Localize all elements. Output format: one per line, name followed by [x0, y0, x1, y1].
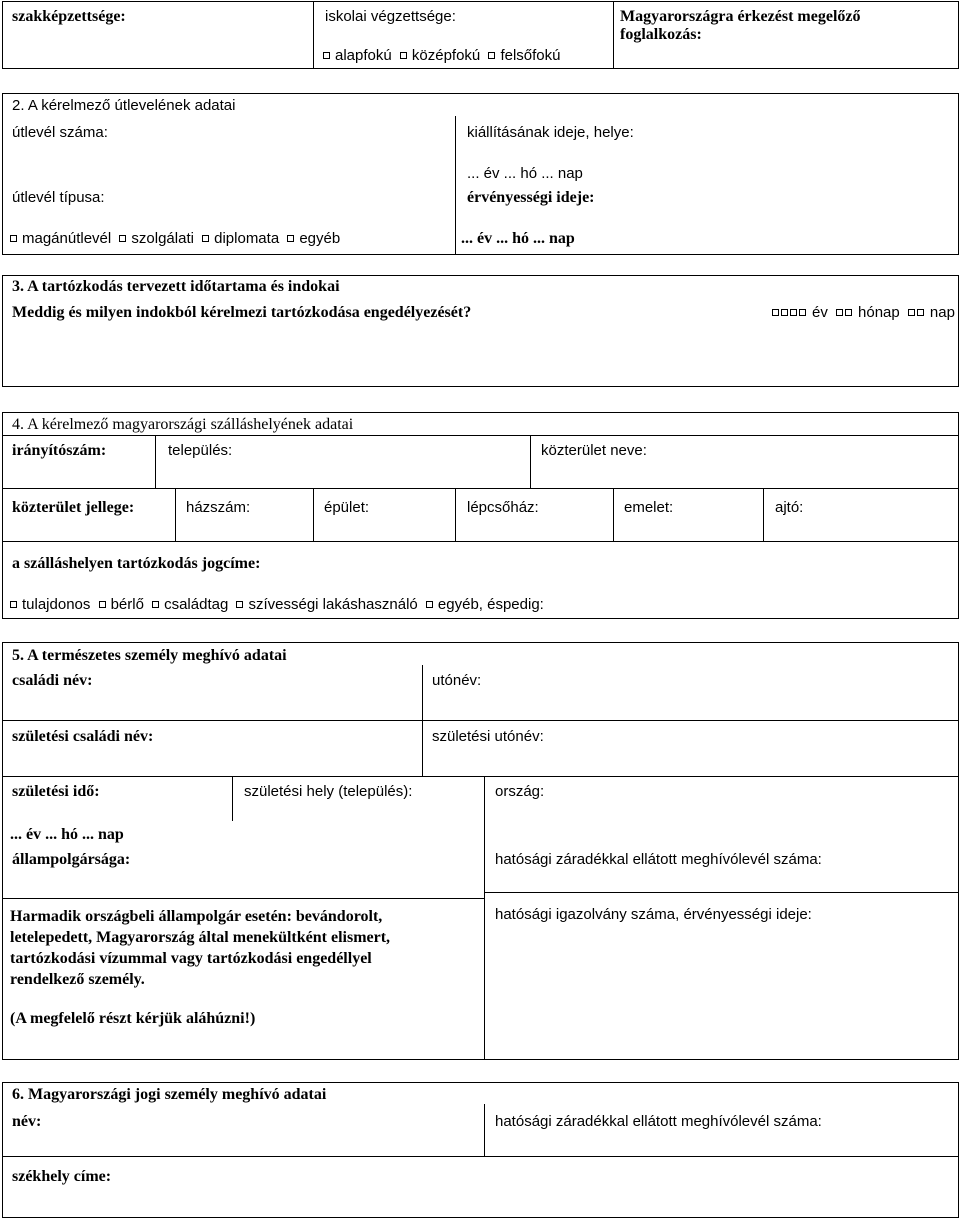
checkbox-egyeb[interactable]	[287, 235, 294, 242]
divider	[2, 1156, 959, 1157]
divider	[455, 116, 456, 255]
section-6-title: 6. Magyarországi jogi személy meghívó adatai	[12, 1086, 327, 1103]
divider	[422, 665, 423, 776]
divider	[313, 488, 314, 541]
checkbox-alapfoku[interactable]	[323, 52, 330, 59]
duration-boxes: év hónap nap	[772, 304, 955, 322]
invitation-number-label: hatósági záradékkal ellátott meghívólevél száma:	[495, 851, 822, 868]
citizenship-label: állampolgársága:	[12, 851, 131, 868]
checkbox-csaladtag[interactable]	[152, 601, 159, 608]
divider	[2, 435, 959, 436]
divider	[175, 488, 176, 541]
divider	[484, 776, 485, 1060]
education-options: alapfokú középfokú felsőfokú	[323, 47, 561, 65]
zip-label: irányítószám:	[12, 442, 107, 459]
country-label: ország:	[495, 783, 545, 800]
underline-note: (A megfelelő részt kérjük aláhúzni!)	[10, 1010, 256, 1027]
divider	[155, 435, 156, 488]
divider	[530, 435, 531, 488]
divider	[613, 1, 614, 69]
divider	[313, 1, 314, 69]
checkbox-szivessegi[interactable]	[236, 601, 243, 608]
birth-date-value: ... év ... hó ... nap	[10, 826, 124, 843]
family-name-label: családi név:	[12, 672, 93, 689]
legal-title-options: tulajdonos bérlő családtag szívességi lakáshasználó egyéb, éspedig:	[10, 596, 544, 614]
stay-question: Meddig és milyen indokból kérelmezi tartózkodása engedélyezését?	[12, 304, 472, 321]
year-digit-box[interactable]	[799, 309, 806, 316]
passport-type-options: magánútlevél szolgálati diplomata egyéb	[10, 230, 340, 248]
qualification-label: szakképzettsége:	[12, 8, 126, 25]
checkbox-tulajdonos[interactable]	[10, 601, 17, 608]
issue-date: ... év ... hó ... nap	[467, 165, 583, 182]
section-3-title: 3. A tartózkodás tervezett időtartama és indokai	[12, 278, 340, 295]
day-digit-box[interactable]	[908, 309, 915, 316]
divider	[484, 892, 959, 893]
section-2-title: 2. A kérelmező útlevelének adatai	[12, 97, 236, 114]
year-digit-box[interactable]	[790, 309, 797, 316]
staircase-label: lépcsőház:	[467, 499, 539, 516]
day-digit-box[interactable]	[917, 309, 924, 316]
invitation-number-label-legal: hatósági záradékkal ellátott meghívólevél száma:	[495, 1113, 822, 1130]
building-label: épület:	[324, 499, 370, 516]
settlement-label: település:	[168, 442, 233, 459]
issue-date-place-label: kiállításának ideje, helye:	[467, 124, 634, 141]
section-4-title: 4. A kérelmező magyarországi szálláshelyének adatai	[12, 416, 354, 433]
divider	[2, 488, 959, 489]
legal-title-label: a szálláshelyen tartózkodás jogcíme:	[12, 555, 261, 572]
divider	[763, 488, 764, 541]
birth-family-name-label: születési családi név:	[12, 728, 154, 745]
third-country-text: Harmadik országbeli állampolgár esetén: bevándorolt, letelepedett, Magyarország által menekültként elismert, tartózkodási vízummal vagy tartózkodási engedéllyel rendelkező személy.	[10, 908, 391, 988]
month-digit-box[interactable]	[845, 309, 852, 316]
name-label: név:	[12, 1113, 42, 1130]
checkbox-maganutlevel[interactable]	[10, 235, 17, 242]
divider	[455, 488, 456, 541]
street-type-label: közterület jellege:	[12, 499, 135, 516]
birth-date-label: születési idő:	[12, 783, 100, 800]
house-number-label: házszám:	[186, 499, 251, 516]
floor-label: emelet:	[624, 499, 674, 516]
checkbox-szolgalati[interactable]	[119, 235, 126, 242]
checkbox-felsofoku[interactable]	[488, 52, 495, 59]
checkbox-egyeb-espedig[interactable]	[426, 601, 433, 608]
checkbox-diplomata[interactable]	[202, 235, 209, 242]
checkbox-kozepfoku[interactable]	[400, 52, 407, 59]
seat-address-label: székhely címe:	[12, 1168, 112, 1185]
prior-occupation-label: Magyarországra érkezést megelőző foglalkozás:	[620, 8, 861, 43]
education-label: iskolai végzettsége:	[325, 8, 456, 25]
section-5-title: 5. A természetes személy meghívó adatai	[12, 647, 287, 664]
divider	[2, 541, 959, 542]
given-name-label: utónév:	[432, 672, 482, 689]
divider	[484, 1104, 485, 1156]
divider	[2, 720, 959, 721]
year-digit-box[interactable]	[781, 309, 788, 316]
divider	[2, 776, 959, 777]
door-label: ajtó:	[775, 499, 804, 516]
year-digit-box[interactable]	[772, 309, 779, 316]
checkbox-berlo[interactable]	[99, 601, 106, 608]
month-digit-box[interactable]	[836, 309, 843, 316]
divider	[613, 488, 614, 541]
passport-type-label: útlevél típusa:	[12, 189, 105, 206]
birth-given-name-label: születési utónév:	[432, 728, 544, 745]
validity-date: ... év ... hó ... nap	[461, 230, 575, 247]
street-name-label: közterület neve:	[541, 442, 647, 459]
id-validity-label: hatósági igazolvány száma, érvényességi ideje:	[495, 906, 812, 923]
birth-place-label: születési hely (település):	[244, 783, 413, 800]
passport-number-label: útlevél száma:	[12, 124, 108, 141]
validity-label: érvényességi ideje:	[467, 189, 595, 206]
divider	[232, 776, 233, 821]
